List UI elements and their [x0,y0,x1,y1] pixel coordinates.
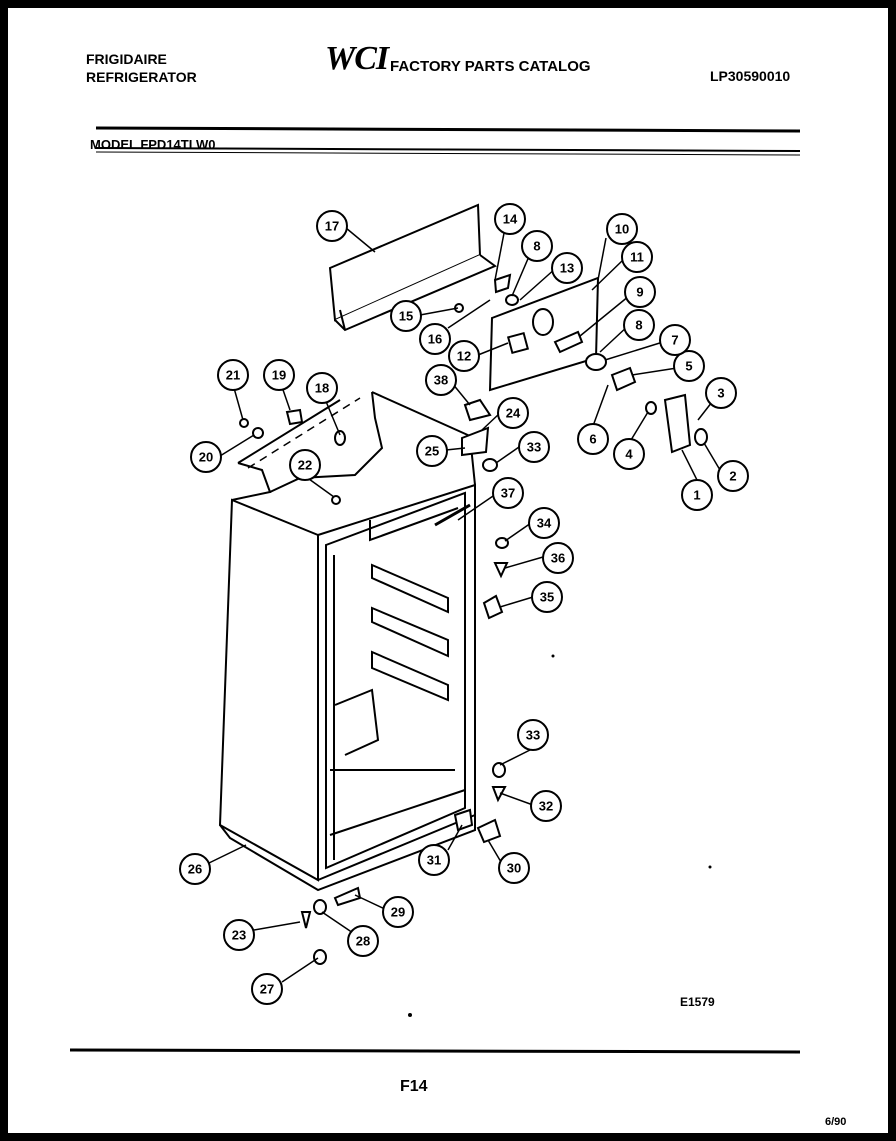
callout-9 [625,277,655,307]
svg-text:9: 9 [636,284,644,300]
svg-text:31: 31 [426,852,442,868]
callout-33-lower [518,720,548,750]
callout-10 [607,214,637,244]
brand-name: FRIGIDAIRE [86,51,167,67]
svg-text:3: 3 [717,385,725,401]
callout-27 [252,974,282,1004]
callout-33-upper [519,432,549,462]
callout-32 [531,791,561,821]
callout-36 [543,543,573,573]
callout-30 [499,853,529,883]
print-date: 6/90 [825,1116,847,1128]
svg-text:1: 1 [693,487,701,503]
svg-text:26: 26 [187,861,203,877]
header-rule [96,128,800,155]
svg-text:5: 5 [685,358,693,374]
svg-text:7: 7 [671,332,679,348]
svg-text:8: 8 [635,317,643,333]
svg-text:11: 11 [630,249,644,265]
diagram-marks [408,655,712,1018]
svg-text:24: 24 [505,405,521,421]
refrigerator-cabinet [220,392,475,890]
callout-26 [180,854,210,884]
callout-6 [578,424,608,454]
callout-18 [307,373,337,403]
product-type: REFRIGERATOR [86,69,197,85]
callout-20 [191,442,221,472]
svg-text:30: 30 [506,860,522,876]
callout-24 [498,398,528,428]
callout-13 [552,253,582,283]
svg-text:22: 22 [297,457,313,473]
callout-35 [532,582,562,612]
callout-11 [622,242,652,272]
svg-text:23: 23 [231,927,247,943]
callout-34 [529,508,559,538]
callout-3 [706,378,736,408]
callout-17 [317,211,347,241]
wci-logo: WCI [325,40,389,77]
callout-25 [417,436,447,466]
catalog-title: FACTORY PARTS CATALOG [390,58,591,75]
page-number: F14 [400,1078,428,1095]
callout-31 [419,845,449,875]
svg-text:4: 4 [625,446,633,462]
callout-2 [718,461,748,491]
callout-1 [682,480,712,510]
svg-text:13: 13 [559,260,575,276]
callout-28 [348,926,378,956]
svg-text:25: 25 [424,443,440,459]
svg-text:29: 29 [390,904,406,920]
footer-rule [70,1050,800,1052]
svg-text:16: 16 [427,331,443,347]
svg-text:12: 12 [456,348,472,364]
svg-text:8: 8 [533,238,541,254]
svg-text:21: 21 [225,367,241,383]
svg-text:35: 35 [539,589,555,605]
callout-12 [449,341,479,371]
callout-8-lower [624,310,654,340]
callout-14 [495,204,525,234]
svg-text:38: 38 [433,372,449,388]
svg-text:32: 32 [538,798,554,814]
svg-text:33: 33 [525,727,541,743]
catalog-code: LP30590010 [710,68,791,84]
svg-text:18: 18 [314,380,330,396]
svg-text:36: 36 [550,550,566,566]
callout-38 [426,365,456,395]
callout-15 [391,301,421,331]
callout-23 [224,920,254,950]
svg-text:14: 14 [502,211,518,227]
callout-37 [493,478,523,508]
callout-8-upper [522,231,552,261]
svg-text:6: 6 [589,431,597,447]
callout-29 [383,897,413,927]
svg-text:34: 34 [536,515,552,531]
svg-text:17: 17 [324,218,340,234]
callout-22 [290,450,320,480]
svg-text:15: 15 [398,308,414,324]
callout-16 [420,324,450,354]
svg-text:10: 10 [614,221,630,237]
figure-code: E1579 [680,995,715,1009]
svg-text:19: 19 [271,367,287,383]
callout-19 [264,360,294,390]
callout-21 [218,360,248,390]
svg-text:28: 28 [355,933,371,949]
svg-text:20: 20 [198,449,214,465]
model-number: MODEL FPD14TLW0 [90,137,216,152]
svg-text:27: 27 [259,981,275,997]
svg-text:2: 2 [729,468,737,484]
svg-text:33: 33 [526,439,542,455]
callout-7 [660,325,690,355]
svg-text:37: 37 [500,485,516,501]
callout-4 [614,439,644,469]
